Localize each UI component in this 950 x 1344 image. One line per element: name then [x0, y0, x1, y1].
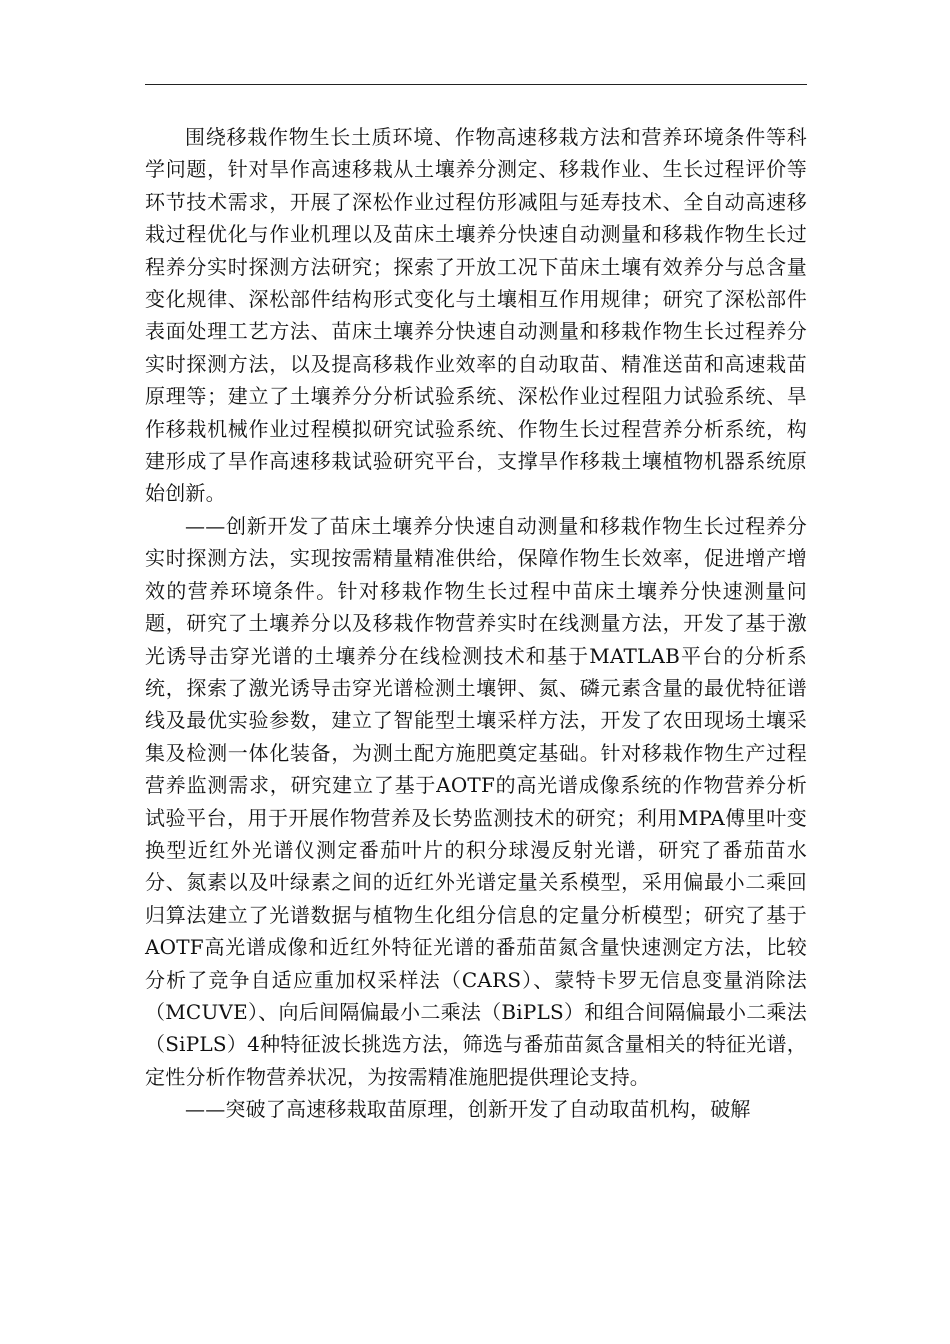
- page-body: [145, 121, 807, 1126]
- header-rule: [145, 84, 807, 85]
- paragraph-platform-overview: 围绕移栽作物生长土质环境、作物高速移栽方法和营养环境条件等科学问题，针对旱作高速移栽从土壤养分测定、移栽作业、生长过程评价等环节技术需求，开展了深松作业过程仿形减阻与延寿技术、全自动高速移栽过程优化与作业机理以及苗床土壤养分快速自动测量和移栽作物生长过程养分实时探测方法研究；探索了开放工况下苗床土壤有效养分与总含量变化规律、深松部件结构形式变化与土壤相互作用规律；研究了深松部件表面处理工艺方法、苗床土壤养分快速自动测量和移栽作物生长过程养分实时探测方法，以及提高移栽作业效率的自动取苗、精准送苗和高速栽苗原理等；建立了土壤养分分析试验系统、深松作业过程阻力试验系统、旱作移栽机械作业过程模拟研究试验系统、作物生长过程营养分析系统，构建形成了旱作高速移栽试验研究平台，支撑旱作移栽土壤植物机器系统原始创新。: [145, 125, 807, 506]
- paragraph-seedling-picking: ——突破了高速移栽取苗原理，创新开发了自动取苗机构，破解: [185, 1097, 751, 1122]
- paragraph-nutrient-measurement: ——创新开发了苗床土壤养分快速自动测量和移栽作物生长过程养分实时探测方法，实现按需精量精准供给，保障作物生长效率，促进增产增效的营养环境条件。针对移栽作物生长过程中苗床土壤养分快速测量问题，研究了土壤养分以及移栽作物营养实时在线测量方法，开发了基于激光诱导击穿光谱的土壤养分在线检测技术和基于MATLAB平台的分析系统，探索了激光诱导击穿光谱检测土壤钾、氮、磷元素含量的最优特征谱线及最优实验参数，建立了智能型土壤采样方法，开发了农田现场土壤采集及检测一体化装备，为测土配方施肥奠定基础。针对移栽作物生产过程营养监测需求，研究建立了基于AOTF的高光谱成像系统的作物营养分析试验平台，用于开展作物营养及长势监测技术的研究；利用MPA傅里叶变换型近红外光谱仪测定番茄叶片的积分球漫反射光谱，研究了番茄苗水分、氮素以及叶绿素之间的近红外光谱定量关系模型，采用偏最小二乘回归算法建立了光谱数据与植物生化组分信息的定量分析模型；研究了基于AOTF高光谱成像和近红外特征光谱的番茄苗氮含量快速测定方法，比较分析了竞争自适应重加权采样法（CARS）、蒙特卡罗无信息变量消除法（MCUVE）、向后间隔偏最小二乘法（BiPLS）和组合间隔偏最小二乘法（SiPLS）4种特征波长挑选方法，筛选与番茄苗氮含量相关的特征光谱，定性分析作物营养状况，为按需精准施肥提供理论支持。: [145, 513, 807, 1089]
